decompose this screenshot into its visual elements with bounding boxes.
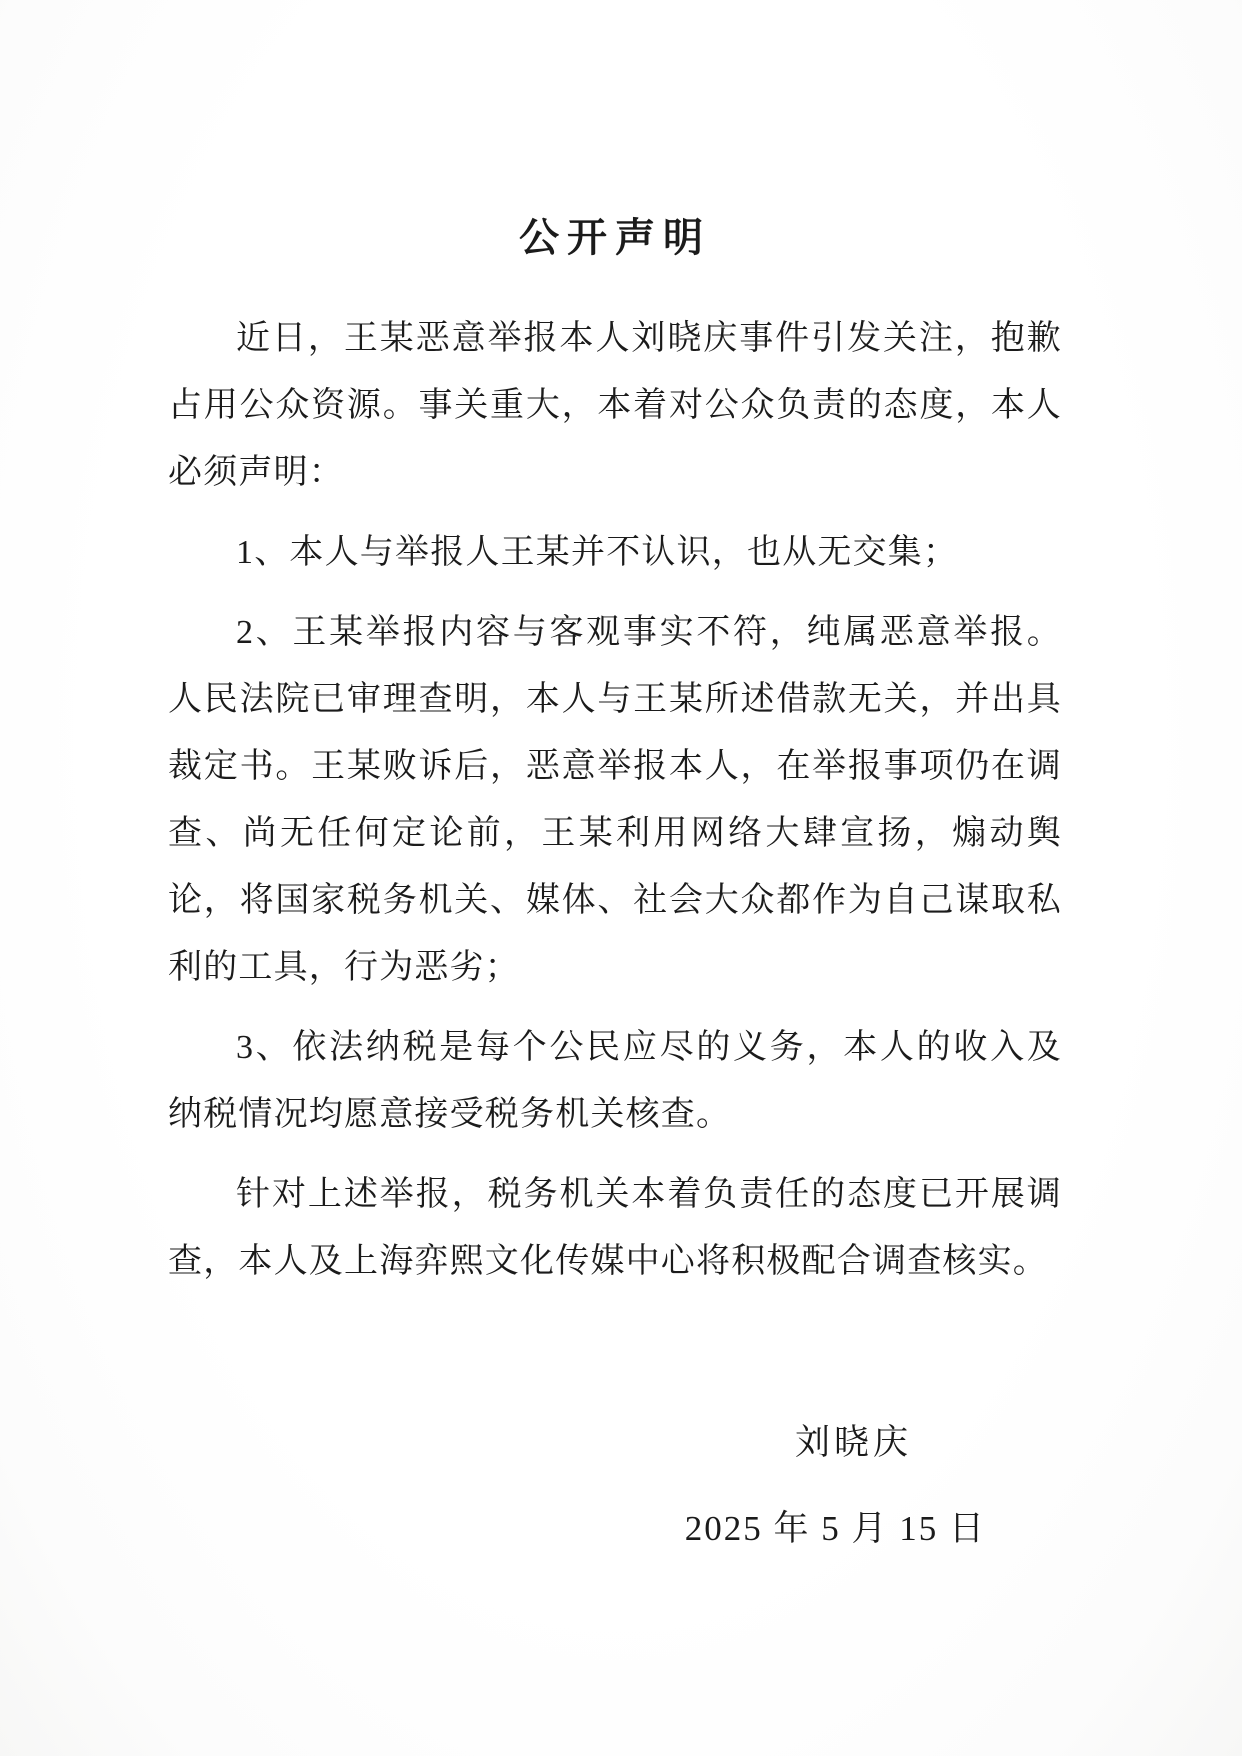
- paragraph-item-3: 3、依法纳税是每个公民应尽的义务，本人的收入及纳税情况均愿意接受税务机关核查。: [168, 1029, 1062, 1133]
- signature-date: 2025 年 5 月 15 日: [684, 1509, 986, 1548]
- paragraph-intro: 近日，王某恶意举报本人刘晓庆事件引发关注，抱歉占用公众资源。事关重大，本着对公众负责的态度，本人必须声明：: [168, 320, 1062, 491]
- document-title: 公开声明: [519, 215, 711, 260]
- paragraph-item-1: 1、本人与举报人王某并不认识，也从无交集；: [236, 534, 959, 571]
- signature-name: 刘晓庆: [794, 1423, 912, 1462]
- paragraph-item-2: 2、王某举报内容与客观事实不符，纯属恶意举报。人民法院已审理查明，本人与王某所述借款无关，并出具裁定书。王某败诉后，恶意举报本人，在举报事项仍在调查、尚无任何定论前，王某利用网络大肆宣扬，煽动舆论，将国家税务机关、媒体、社会大众都作为自己谋取私利的工具，行为恶劣；: [168, 614, 1062, 986]
- paragraph-closing: 针对上述举报，税务机关本着负责任的态度已开展调查，本人及上海弈熙文化传媒中心将积极配合调查核实。: [168, 1176, 1062, 1280]
